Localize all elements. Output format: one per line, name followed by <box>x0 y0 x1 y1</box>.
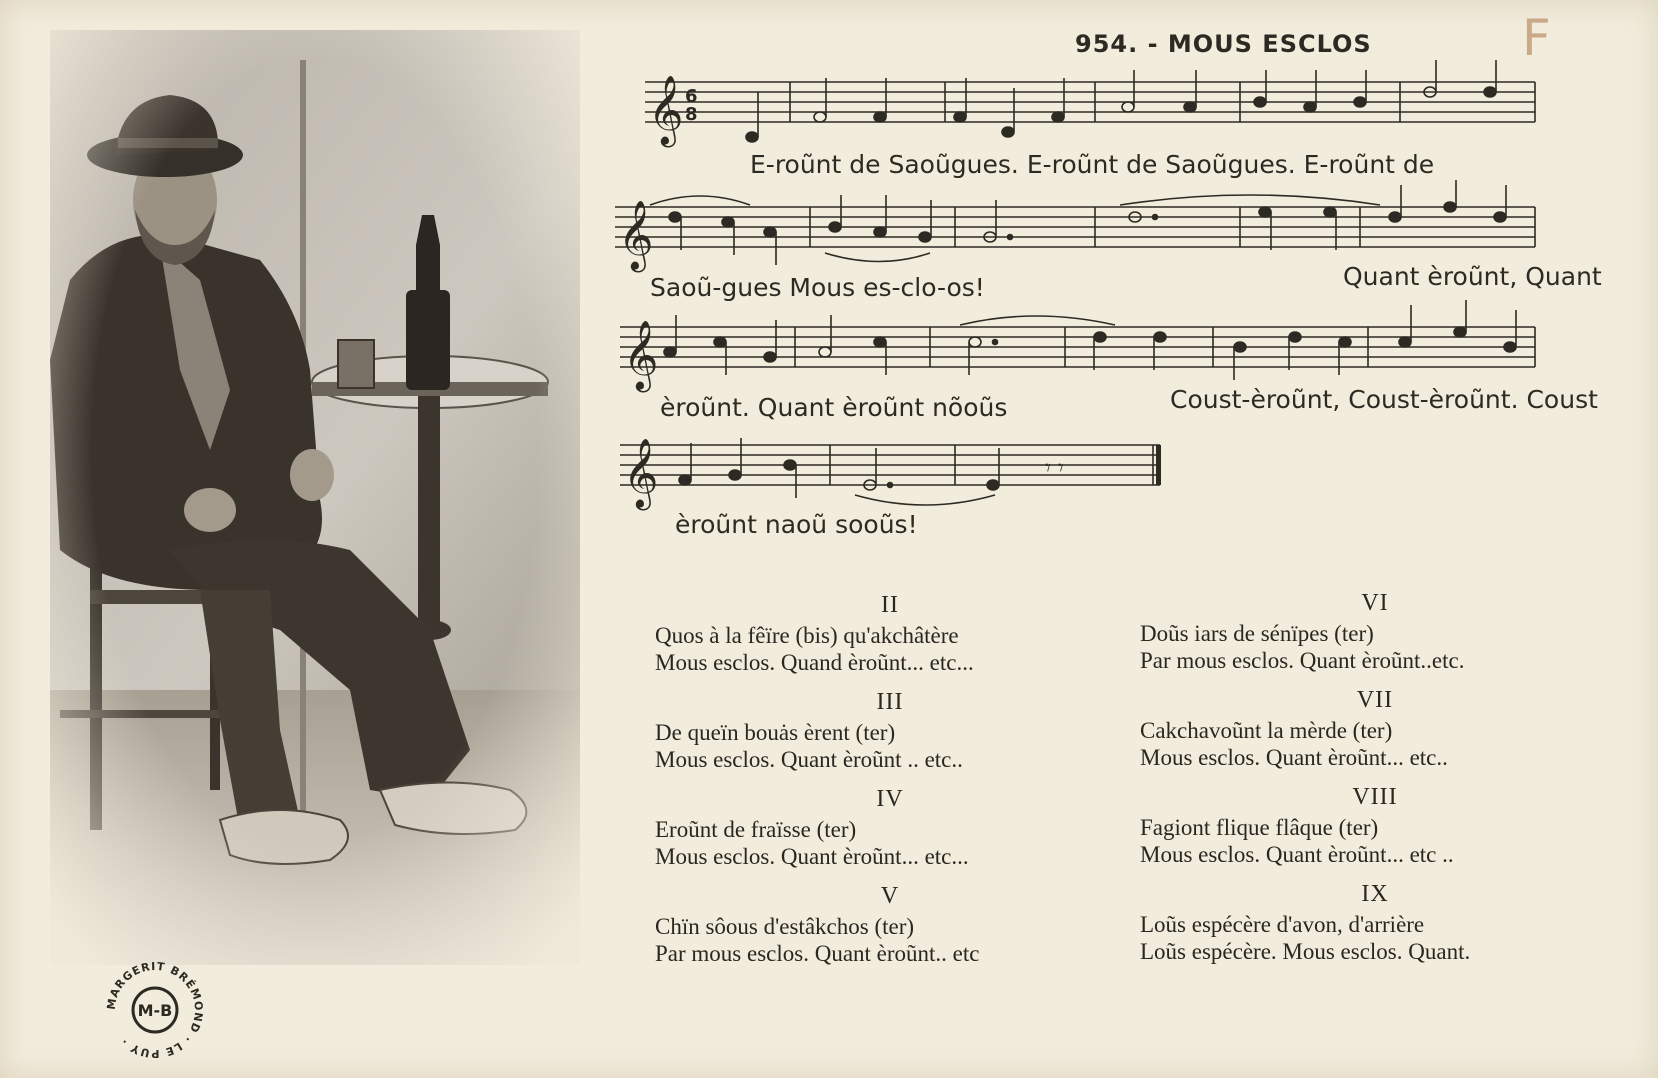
verse-number: V <box>880 883 900 909</box>
verse-line: Par mous esclos. Quant èroũnt.. etc <box>655 941 980 966</box>
song-title: 954. - MOUS ESCLOS <box>1075 30 1372 58</box>
verse-line: Mous esclos. Quant èroũnt... etc... <box>655 844 969 869</box>
photograph <box>50 30 580 965</box>
verse-line: Chïn sôous d'estâkchos (ter) <box>655 914 915 939</box>
verse-block <box>1140 877 1610 974</box>
corner-mark: F <box>1522 9 1551 67</box>
verse-block <box>655 782 1125 879</box>
svg-text:6: 6 <box>685 86 698 107</box>
verse-line: Fagiont flique flâque (ter) <box>1140 815 1379 840</box>
verse-line: De queïn bouȧs èrent (ter) <box>655 720 896 745</box>
verse-number: VI <box>1361 590 1389 616</box>
svg-text:𝄞: 𝄞 <box>623 320 659 390</box>
svg-text:𝄞: 𝄞 <box>623 438 659 508</box>
lyric-line-3: èroũnt. Quant èroũnt nõoũs <box>660 393 1008 422</box>
svg-text:𝄞: 𝄞 <box>618 200 654 270</box>
verse-line: Loũs espécère d'avon, d'arrière <box>1140 912 1425 937</box>
verse-line: Doũs iars de sénïpes (ter) <box>1140 621 1374 646</box>
verse-block <box>1140 683 1610 780</box>
svg-text:8: 8 <box>685 104 698 125</box>
svg-text:𝄾 𝄾: 𝄾 𝄾 <box>1045 456 1064 481</box>
lyric-line-2b: Quant èroũnt, Quant <box>1343 262 1602 291</box>
verses-left-column <box>655 588 1125 976</box>
verse-number: IV <box>876 786 904 812</box>
verse-block <box>1140 586 1610 683</box>
stamp-ring-text: MARGERIT BRÉMOND · LE PUY · <box>104 959 206 1061</box>
verse-line: Loũs espécère. Mous esclos. Quant. <box>1140 939 1471 964</box>
verse-line: Mous esclos. Quant èroũnt .. etc.. <box>655 747 963 772</box>
lyric-line-2: Saoũ-gues Mous es-clo-os! <box>650 273 985 302</box>
verse-number: IX <box>1361 881 1389 907</box>
stamp-monogram: M-B <box>137 1001 173 1020</box>
verse-block <box>655 588 1125 685</box>
verse-line: Mous esclos. Quant èroũnt... etc.. <box>1140 745 1448 770</box>
publisher-stamp <box>100 955 210 1065</box>
verse-line: Eroũnt de fraïsse (ter) <box>655 817 857 842</box>
verse-number: VIII <box>1352 784 1398 810</box>
verse-line: Par mous esclos. Quant èroũnt..etc. <box>1140 648 1465 673</box>
verse-block <box>1140 780 1610 877</box>
verse-line: Mous esclos. Quant èroũnt... etc .. <box>1140 842 1454 867</box>
verse-number: VII <box>1356 687 1394 713</box>
verse-line: Quos à la fêïre (bis) qu'akchâtère <box>655 623 959 648</box>
verse-line: Mous esclos. Quand èroũnt... etc... <box>655 650 974 675</box>
lyric-line-3b: Coust-èroũnt, Coust-èroũnt. Coust <box>1170 385 1598 414</box>
verse-block <box>655 879 1125 976</box>
verses-right-column <box>1140 586 1610 974</box>
music-staff-1 <box>640 70 1540 160</box>
lyric-line-4: èroũnt naoũ sooũs! <box>675 510 918 539</box>
verse-block <box>655 685 1125 782</box>
verse-line: Cakchavoũnt la mèrde (ter) <box>1140 718 1393 743</box>
lyric-line-1: E-roũnt de Saoũgues. E-roũnt de Saoũgues. E-roũnt de <box>750 150 1435 179</box>
verse-number: III <box>876 689 904 715</box>
verse-number: II <box>881 592 899 618</box>
svg-text:𝄞: 𝄞 <box>648 75 684 145</box>
